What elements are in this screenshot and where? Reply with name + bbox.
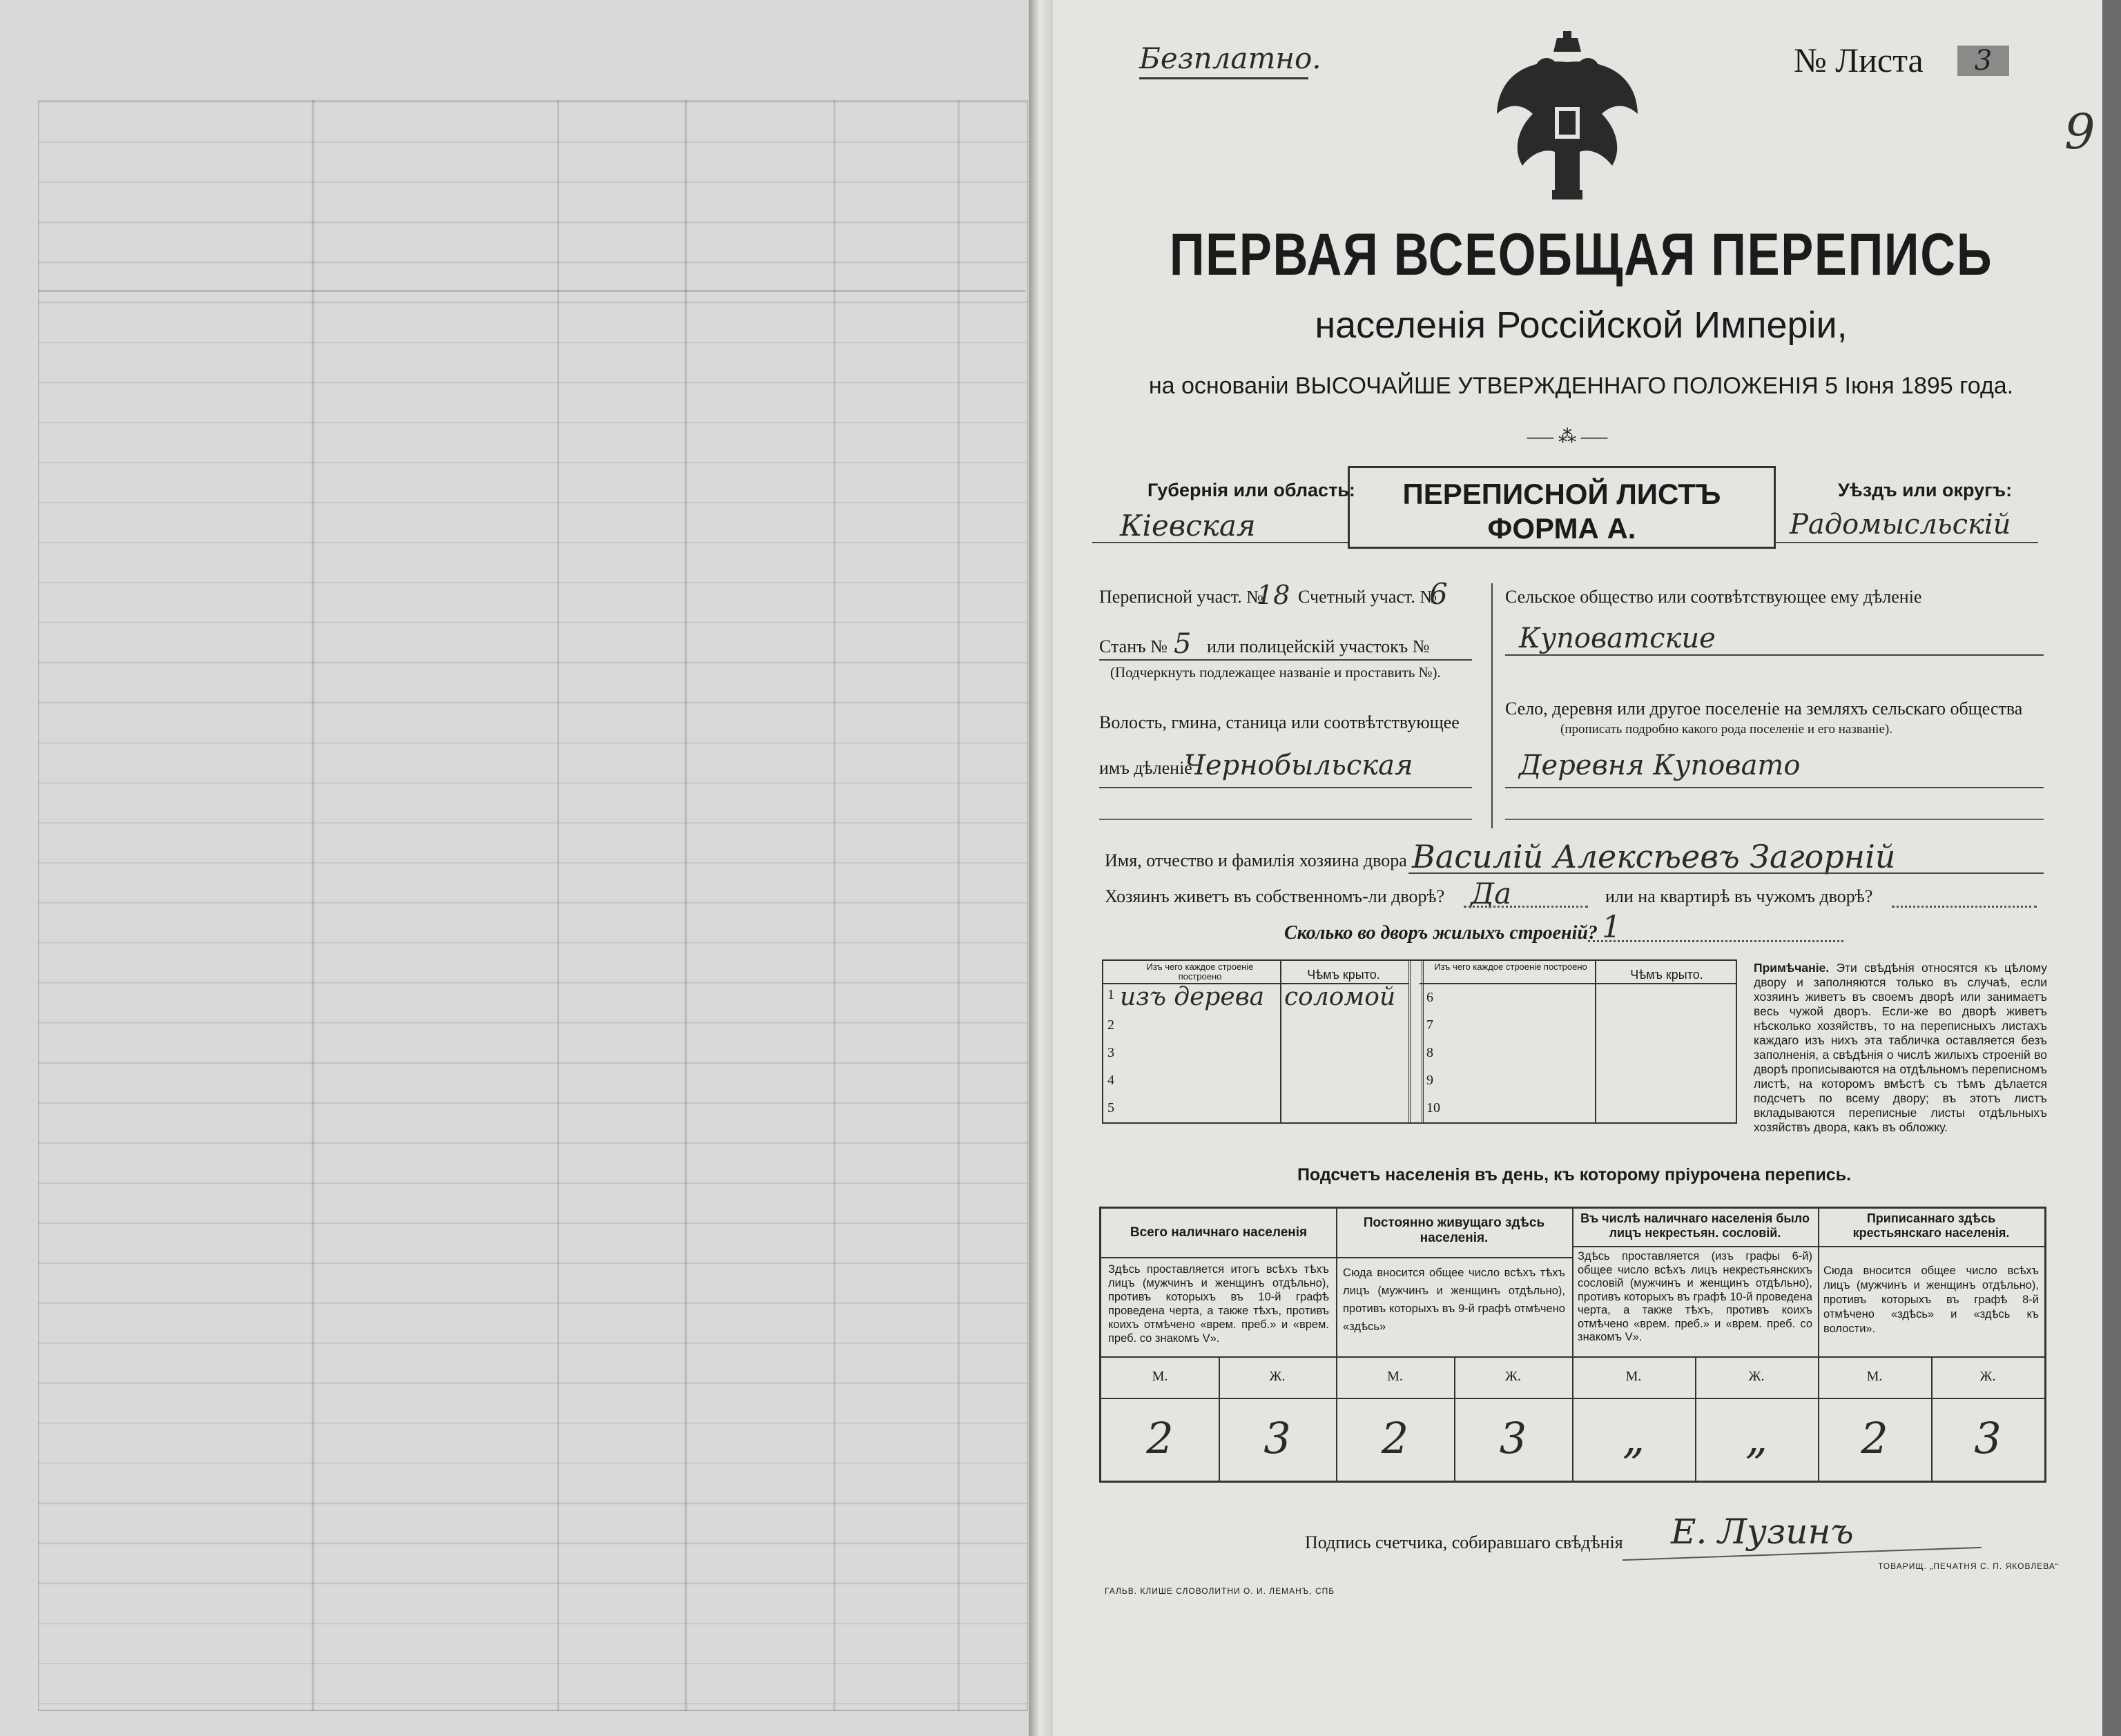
form-subtitle: ФОРМА А.	[1487, 512, 1636, 545]
buildings-row: 3	[1107, 1045, 1114, 1060]
f-label: Ж.	[1979, 1369, 1996, 1384]
imprint-left: ГАЛЬВ. КЛИШЕ СЛОВОЛИТНИ О. И. ЛЕМАНЪ, СПБ	[1105, 1586, 1335, 1596]
note-title: Примѣчаніе.	[1754, 961, 1830, 975]
village-value: Деревня Куповато	[1519, 750, 1801, 781]
f-label: Ж.	[1269, 1369, 1286, 1384]
count-col-desc: Здѣсь проставляется итогъ всѣхъ тѣхъ лицъ (мужчинъ и женщинъ отдѣльно), противъ которыхъ въ 10-й графѣ проведена черта, а также тѣхъ, противъ коихъ отмѣчено «врем. преб.» и «врем. преб. со знакомъ V».	[1108, 1263, 1329, 1345]
buildings-rows-left	[1103, 983, 1396, 1121]
own-yard-dots	[1464, 906, 1588, 908]
page-corner-number: 9	[2064, 104, 2095, 160]
left-page-grid	[38, 100, 1028, 1711]
mf-row-bottom-rule	[1101, 1398, 2044, 1399]
buildings-roof-header: Чѣмъ крыто.	[1307, 968, 1380, 982]
left-page-header-band	[38, 104, 1025, 292]
owner-underline	[1408, 872, 2044, 874]
own-yard-label: Хозяинъ живетъ въ собственномъ-ли дворѣ?	[1105, 886, 1445, 906]
gubernia-value: Кіевская	[1120, 509, 1256, 543]
buildings-row: 7	[1426, 1017, 1433, 1033]
count-nonpeasant-m: „	[1622, 1413, 1645, 1463]
count-nonpeasant-f: „	[1745, 1413, 1768, 1463]
f-label: Ж.	[1748, 1369, 1765, 1384]
form-title-box	[1348, 466, 1776, 549]
census-title: ПЕРВАЯ ВСЕОБЩАЯ ПЕРЕПИСЬ	[1169, 222, 1993, 288]
imprint-right: ТОВАРИЩ. „ПЕЧАТНЯ С. П. ЯКОВЛЕВА“	[1878, 1561, 2059, 1571]
buildings-table	[1102, 959, 1737, 1124]
building-material-1: изъ дерева	[1120, 983, 1265, 1011]
column-divider	[1491, 583, 1493, 828]
count-permanent-f: 3	[1499, 1413, 1527, 1463]
count-col-title: Въ числѣ наличнаго населенія было лицъ некрестьян. сословій.	[1580, 1211, 1810, 1240]
buildings-row: 2	[1107, 1017, 1114, 1033]
owner-label: Имя, отчество и фамилія хозяина двора	[1105, 850, 1407, 870]
society-underline	[1505, 654, 2044, 656]
perepis-uch-value: 18	[1257, 580, 1290, 610]
uezd-underline	[1776, 542, 2038, 543]
police-label: или полицейскій участокъ №	[1207, 636, 1430, 656]
owner-value: Василій Алексѣевъ Загорній	[1412, 838, 1896, 875]
m-label: М.	[1866, 1369, 1883, 1384]
m-label: М.	[1387, 1369, 1403, 1384]
book-spine	[1029, 0, 1056, 1736]
count-title-rule	[1336, 1257, 1572, 1258]
buildings-note	[1754, 961, 2047, 1135]
page-edge	[2102, 0, 2121, 1736]
volost-label-2: имъ дѣленіе	[1099, 758, 1192, 778]
buildings-col-rule-2	[1595, 961, 1596, 1122]
count-col-desc: Здѣсь проставляется (изъ графы 6-й) общее число всѣхъ лицъ некрестьянскихъ сословій (мужчинъ и женщинъ отдѣльно), противъ которыхъ въ графѣ 10-й проведена черта, а также тѣхъ, противъ коихъ отмѣчено «врем. преб.» и «врем. преб. со знакомъ V».	[1578, 1250, 1812, 1343]
count-registered-m: 2	[1861, 1413, 1888, 1463]
uezd-value: Радомысльскій	[1790, 509, 2011, 540]
stan-underline	[1099, 659, 1472, 661]
building-roof-1: соломой	[1284, 983, 1396, 1011]
free-label: Безплатно.	[1139, 41, 1321, 75]
schet-uch-label: Счетный участ. №	[1298, 587, 1437, 607]
count-col-title: Приписаннаго здѣсь крестьянскаго населенія.	[1852, 1211, 2010, 1240]
imperial-eagle-emblem	[1491, 31, 1643, 211]
buildings-rows-right	[1422, 983, 1588, 1121]
m-label: М.	[1625, 1369, 1642, 1384]
count-total-f: 3	[1263, 1413, 1291, 1463]
sheet-label: № Листа	[1794, 41, 1924, 79]
population-count-table	[1099, 1207, 2046, 1483]
society-label: Сельское общество или соотвѣтствующее ему дѣленіе	[1505, 587, 1922, 607]
volost-underline-2	[1099, 819, 1472, 820]
buildings-material-header: Изъ чего каждое строеніе построено	[1146, 962, 1254, 982]
count-col-title: Постоянно живущаго здѣсь населенія.	[1363, 1216, 1545, 1245]
buildings-dots	[1588, 940, 1843, 942]
village-label: Село, деревня или другое поселеніе на земляхъ сельскаго общества	[1505, 699, 2023, 719]
village-note: (прописать подробно какого рода поселеніе и его названіе).	[1560, 722, 1892, 737]
count-heading: Подсчетъ населенія въ день, къ которому пріурочена перепись.	[1297, 1165, 1852, 1184]
buildings-row: 9	[1426, 1073, 1433, 1088]
count-col-title: Всего наличнаго населенія	[1130, 1225, 1308, 1240]
buildings-value: 1	[1602, 910, 1621, 945]
count-col-desc: Сюда вносится общее число всѣхъ тѣхъ лицъ (мужчинъ и женщинъ отдѣльно), противъ которыхъ въ 9-й графѣ отмѣчено «здѣсь»	[1343, 1267, 1565, 1333]
count-total-m: 2	[1146, 1413, 1174, 1463]
mf-row-top-rule	[1101, 1356, 2044, 1358]
buildings-col-rule	[1280, 961, 1281, 1122]
rent-dots	[1892, 906, 2037, 908]
village-underline	[1505, 787, 2044, 788]
buildings-label: Сколько во дворъ жилыхъ строеній?	[1284, 922, 1598, 944]
buildings-row: 10	[1426, 1100, 1440, 1115]
signature-label: Подпись счетчика, собиравшаго свѣдѣнія	[1305, 1532, 1623, 1552]
schet-uch-value: 6	[1429, 577, 1448, 611]
volost-underline	[1099, 787, 1472, 788]
gubernia-underline	[1092, 542, 1348, 543]
header-row	[1092, 466, 2040, 549]
f-label: Ж.	[1505, 1369, 1521, 1384]
stan-label: Станъ №	[1099, 636, 1168, 656]
volost-label: Волость, гмина, станица или соотвѣтствующее	[1099, 712, 1460, 732]
uezd-label: Уѣздъ или округъ:	[1838, 480, 2013, 500]
buildings-row: 6	[1426, 990, 1433, 1005]
buildings-material-header-2: Изъ чего каждое строеніе построено	[1434, 962, 1587, 972]
gubernia-label: Губернія или область:	[1147, 480, 1355, 500]
stan-value: 5	[1174, 628, 1192, 660]
society-value: Куповатские	[1519, 623, 1716, 654]
buildings-row: 4	[1107, 1073, 1114, 1088]
form-title: ПЕРЕПИСНОЙ ЛИСТЪ	[1402, 478, 1721, 510]
count-title-rule	[1818, 1246, 2044, 1247]
note-text: Эти свѣдѣнія относятся къ цѣлому двору и заполняются только въ случаѣ, если хозяинъ живетъ въ своемъ дворѣ или занимаетъ весь чужой дворъ. Если-же во дворѣ живетъ нѣсколько хозяйствъ, то на переписныхъ листахъ каждаго изъ нихъ эта табличка оставляется безъ заполненія, а свѣдѣнія о числѣ жилыхъ строеній во дворѣ прописываются на отдѣльномъ переписномъ листѣ, на которомъ вмѣстѣ съ тѣмъ дѣлается подсчетъ по всему двору; въ этотъ листъ вкладываются переписные листы отдѣльныхъ хозяйствъ двора, какъ въ обложку.	[1754, 961, 2047, 1134]
count-title-rule	[1572, 1246, 1818, 1247]
buildings-roof-header-2: Чѣмъ крыто.	[1630, 968, 1703, 982]
ornament-divider: ⎯⎯⎯ ⁂ ⎯⎯⎯	[1527, 427, 1608, 447]
own-yard-value: Да	[1471, 877, 1512, 910]
rent-label: или на квартирѣ въ чужомъ дворѣ?	[1605, 886, 1873, 906]
sheet-number: 3	[1957, 46, 2009, 76]
m-label: М.	[1152, 1369, 1168, 1384]
perepis-uch-label: Переписной участ. №	[1099, 587, 1263, 607]
buildings-row: 8	[1426, 1045, 1433, 1060]
census-subtitle: населенія Россійской Имперіи,	[1315, 304, 1848, 346]
underline-note: (Подчеркнуть подлежащее названіе и проставить №).	[1110, 664, 1441, 681]
count-permanent-m: 2	[1381, 1413, 1409, 1463]
buildings-row: 1 изъ дерева соломой	[1107, 983, 1396, 1011]
village-underline-2	[1505, 819, 2044, 820]
signature-value: Е. Лузинъ	[1671, 1512, 1854, 1552]
buildings-center-rule	[1408, 961, 1424, 1122]
count-col-desc: Сюда вносится общее число всѣхъ лицъ (мужчинъ и женщинъ отдѣльно), противъ которыхъ въ графѣ 8-й отмѣчено «здѣсь» и «здѣсь къ волости».	[1823, 1265, 2039, 1335]
buildings-row: 5	[1107, 1100, 1114, 1115]
count-registered-f: 3	[1974, 1413, 2002, 1463]
volost-value: Чернобыльская	[1184, 750, 1413, 781]
free-underline	[1139, 77, 1308, 79]
census-basis: на основаніи ВЫСОЧАЙШЕ УТВЕРЖДЕННАГО ПОЛОЖЕНІЯ 5 Іюня 1895 года.	[1148, 373, 2014, 399]
count-title-rule	[1101, 1257, 1336, 1258]
